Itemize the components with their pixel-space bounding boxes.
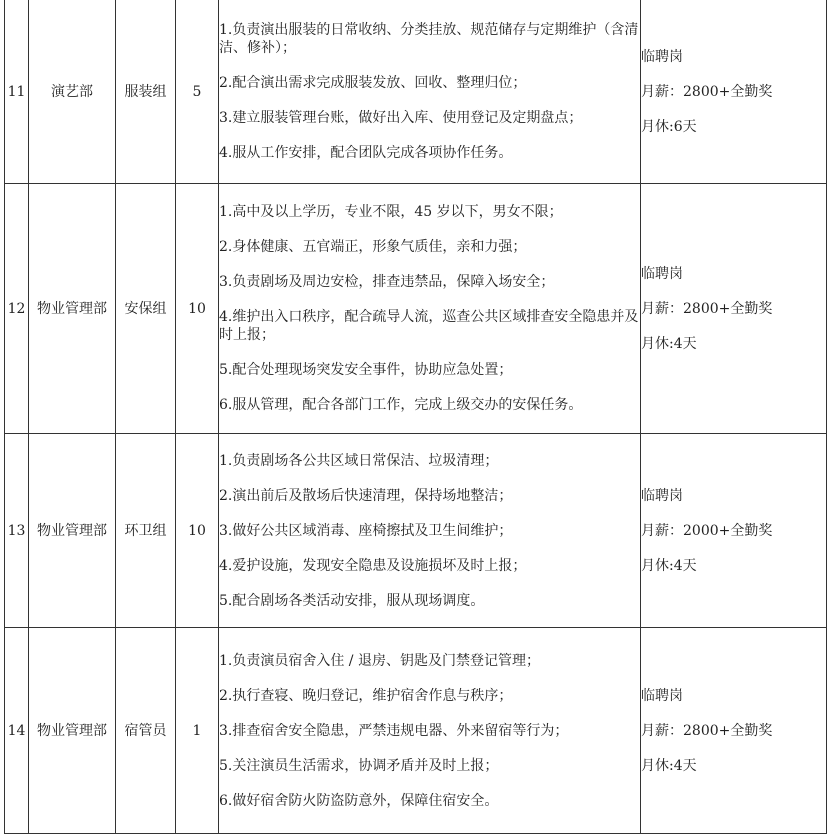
monthly-salary: 月薪：2800+全勤奖 xyxy=(641,83,773,100)
duty-item: 3.做好公共区域消毒、座椅擦拭及卫生间维护； xyxy=(219,522,513,539)
monthly-salary: 月薪：2000+全勤奖 xyxy=(641,522,773,539)
department-cell: 演艺部 xyxy=(29,0,116,184)
salary-cell xyxy=(641,628,827,834)
headcount-cell: 1 xyxy=(176,628,219,834)
group-cell: 环卫组 xyxy=(116,434,176,628)
monthly-salary: 月薪：2800+全勤奖 xyxy=(641,722,773,739)
duty-item: 2.演出前后及散场后快速清理，保持场地整洁； xyxy=(219,487,513,504)
duty-item: 1.高中及以上学历，专业不限，45 岁以下，男女不限； xyxy=(219,204,563,220)
table-row xyxy=(5,184,827,434)
duty-item: 3.负责剧场及周边安检，排查违禁品，保障入场安全； xyxy=(219,274,555,290)
duty-item: 2.执行查寝、晚归登记，维护宿舍作息与秩序； xyxy=(219,687,513,704)
salary-cell xyxy=(641,0,827,184)
group-cell: 安保组 xyxy=(116,184,176,434)
duty-item: 4.服从工作安排，配合团队完成各项协作任务。 xyxy=(219,145,513,161)
table-row xyxy=(5,434,827,628)
duty-item: 3.建立服装管理台账，做好出入库、使用登记及定期盘点； xyxy=(219,110,583,126)
salary-cell xyxy=(641,184,827,434)
duties-cell xyxy=(219,434,641,628)
monthly-rest-days: 月休:4天 xyxy=(641,335,697,352)
duty-item: 1.负责演员宿舍入住 / 退房、钥匙及门禁登记管理； xyxy=(219,652,540,669)
duties-cell xyxy=(219,628,641,834)
monthly-rest-days: 月休:4天 xyxy=(641,557,697,574)
duty-item: 5.配合剧场各类活动安排，服从现场调度。 xyxy=(219,592,485,609)
headcount-cell: 10 xyxy=(176,434,219,628)
row-number: 14 xyxy=(5,628,29,834)
duty-item: 1.负责剧场各公共区域日常保洁、垃圾清理； xyxy=(219,452,499,469)
job-table xyxy=(4,0,827,834)
department-cell: 物业管理部 xyxy=(29,434,116,628)
duty-item: 2.配合演出需求完成服装发放、回收、整理归位； xyxy=(219,75,527,91)
monthly-rest-days: 月休:6天 xyxy=(641,118,697,135)
duty-item: 6.做好宿舍防火防盗防意外，保障住宿安全。 xyxy=(219,792,499,809)
department-cell: 物业管理部 xyxy=(29,184,116,434)
duty-item: 5.配合处理现场突发安全事件，协助应急处置； xyxy=(219,362,513,378)
position-type: 临聘岗 xyxy=(641,265,683,282)
duty-item: 6.服从管理，配合各部门工作，完成上级交办的安保任务。 xyxy=(219,397,583,413)
group-cell: 宿管员 xyxy=(116,628,176,834)
row-number: 13 xyxy=(5,434,29,628)
duty-item: 3.排查宿舍安全隐患，严禁违规电器、外来留宿等行为； xyxy=(219,722,569,739)
monthly-rest-days: 月休:4天 xyxy=(641,757,697,774)
table-row xyxy=(5,0,827,184)
duty-item: 1.负责演出服装的日常收纳、分类挂放、规范储存与定期维护（含清洁、修补）； xyxy=(219,22,639,56)
position-type: 临聘岗 xyxy=(641,48,683,65)
headcount-cell: 5 xyxy=(176,0,219,184)
position-type: 临聘岗 xyxy=(641,687,683,704)
table-row xyxy=(5,628,827,834)
duty-item: 2.身体健康、五官端正，形象气质佳，亲和力强； xyxy=(219,239,527,255)
headcount-cell: 10 xyxy=(176,184,219,434)
duty-item: 5.关注演员生活需求，协调矛盾并及时上报； xyxy=(219,757,499,774)
duties-cell xyxy=(219,184,641,434)
group-cell: 服装组 xyxy=(116,0,176,184)
duties-cell xyxy=(219,0,641,184)
duty-item: 4.爱护设施，发现安全隐患及设施损坏及时上报； xyxy=(219,557,527,574)
monthly-salary: 月薪：2800+全勤奖 xyxy=(641,300,773,317)
salary-cell xyxy=(641,434,827,628)
department-cell: 物业管理部 xyxy=(29,628,116,834)
duty-item: 4.维护出入口秩序，配合疏导人流，巡查公共区域排查安全隐患并及时上报； xyxy=(219,309,639,343)
position-type: 临聘岗 xyxy=(641,487,683,504)
row-number: 12 xyxy=(5,184,29,434)
row-number: 11 xyxy=(5,0,29,184)
